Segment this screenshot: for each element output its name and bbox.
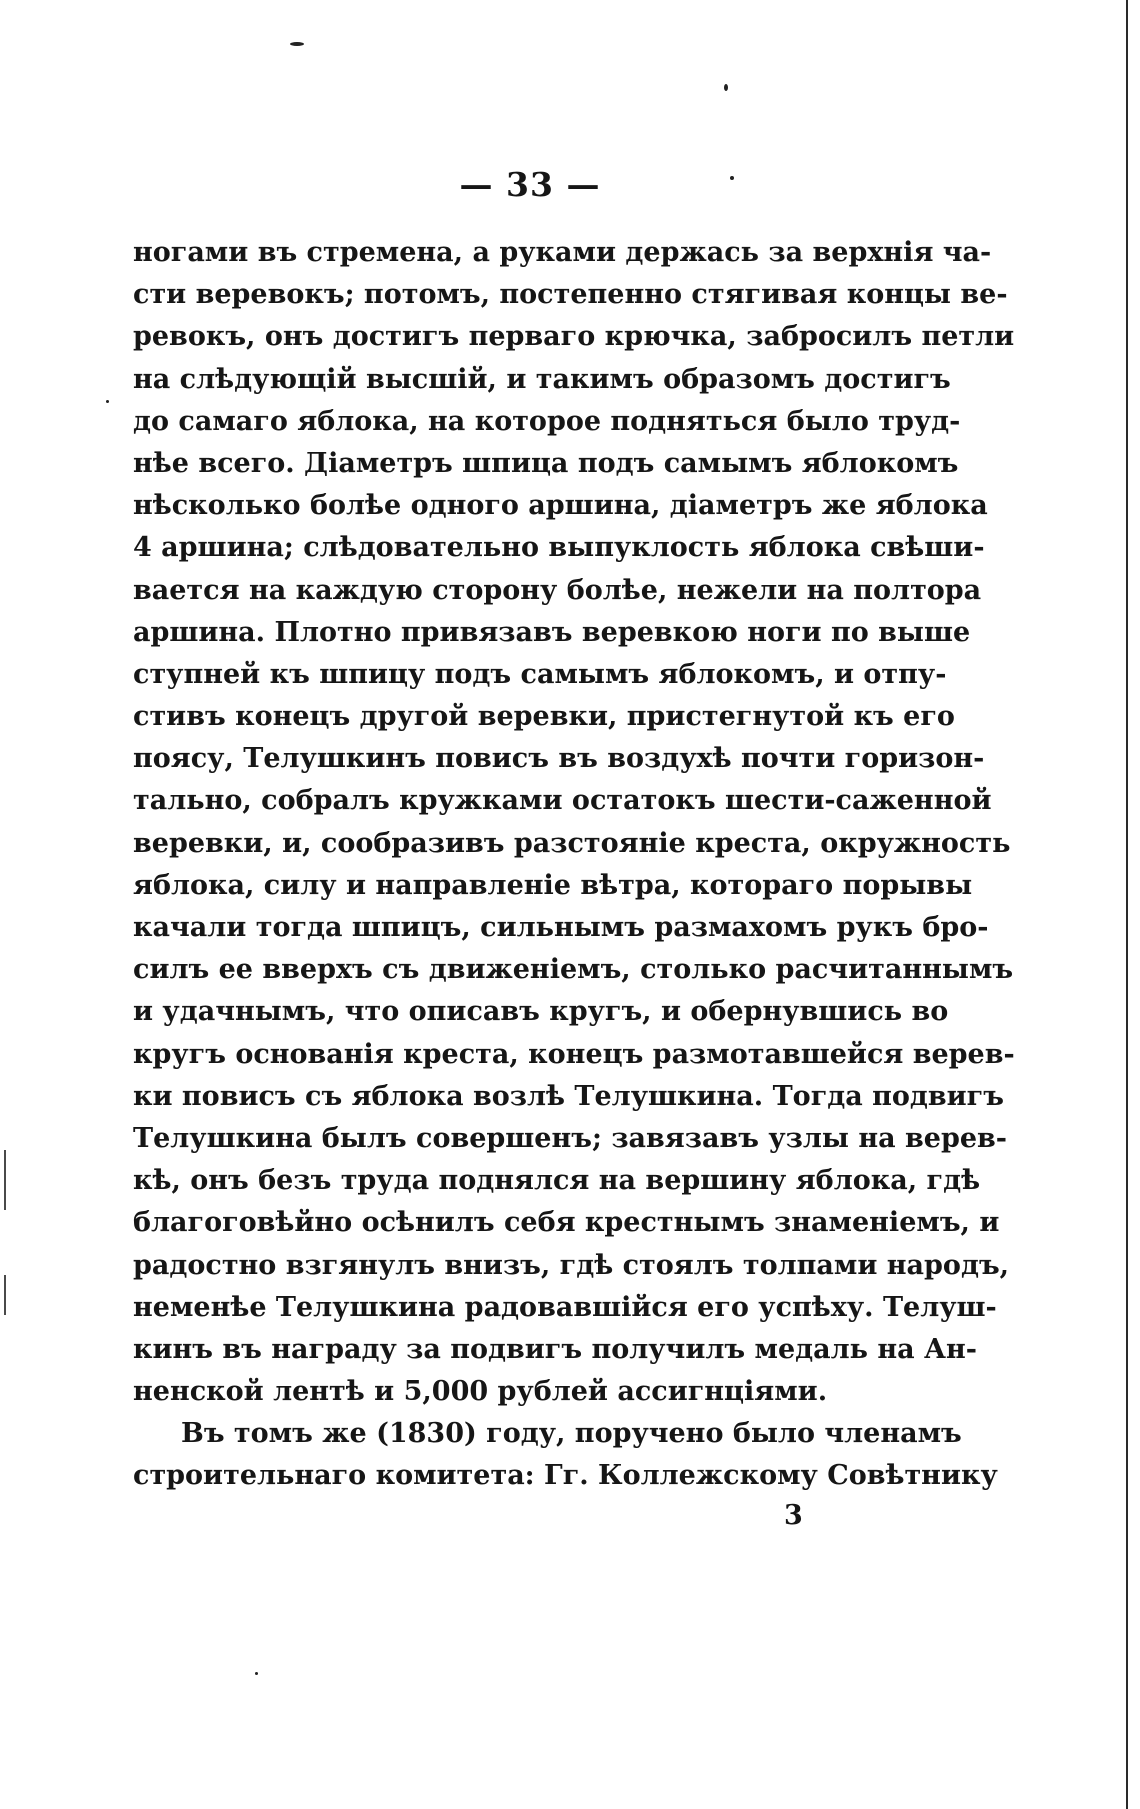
text-line: нѣсколько болѣе одного аршина, діаметръ же яблока: [133, 490, 988, 522]
text-line: стивъ конецъ другой веревки, пристегнутой къ его: [133, 701, 955, 733]
ink-speck: [106, 400, 109, 403]
text-line: аршина. Плотно привязавъ веревкою ноги по выше: [133, 616, 971, 648]
text-line: веревки, и, сообразивъ разстояніе креста, окружность: [133, 827, 1011, 859]
page-number: — 33 —: [459, 165, 601, 204]
text-line: кинъ въ награду за подвигъ получилъ медаль на Ан-: [133, 1333, 977, 1365]
text-line: 4 аршина; слѣдовательно выпуклость яблока свѣши-: [133, 532, 985, 564]
text-line: нѣе всего. Діаметръ шпица подъ самымъ яблокомъ: [133, 447, 959, 479]
paragraph: [133, 232, 1015, 1413]
left-margin-mark: [4, 1150, 6, 1210]
ink-speck: [255, 1672, 258, 1675]
left-margin-mark: [4, 1275, 6, 1315]
text-line: ненской лентѣ и 5,000 рублей ассигнціями.: [133, 1376, 828, 1408]
text-line: радостно взгянулъ внизъ, гдѣ стоялъ толпами народъ,: [133, 1249, 1010, 1281]
text-line: благоговѣйно осѣнилъ себя крестнымъ знаменіемъ, и: [133, 1207, 1000, 1239]
ink-speck: [724, 84, 728, 91]
text-line: ногами въ стремена, а руками держась за верхнія ча-: [133, 237, 992, 268]
text-line: силъ ее вверхъ съ движеніемъ, столько расчитаннымъ: [133, 954, 1014, 986]
text-line: на слѣдующій высшій, и такимъ образомъ достигъ: [133, 363, 951, 395]
text-line: сти веревокъ; потомъ, постепенно стягивая концы ве-: [133, 279, 1008, 311]
text-line: Въ томъ же (1830) году, поручено было членамъ: [181, 1418, 962, 1450]
ink-speck: [290, 42, 304, 46]
text-line: Телушкина былъ совершенъ; завязавъ узлы на верев-: [133, 1122, 1007, 1154]
text-line: яблока, силу и направленіе вѣтра, котораго порывы: [133, 869, 973, 901]
text-line: и удачнымъ, что описавъ кругъ, и обернувшись во: [133, 996, 949, 1028]
text-line: поясу, Телушкинъ повисъ въ воздухѣ почти горизон-: [133, 743, 985, 775]
text-line: до самаго яблока, на которое подняться было труд-: [133, 405, 961, 437]
text-line: строительнаго комитета: Гг. Коллежскому Совѣтнику: [133, 1460, 998, 1492]
paragraph: [133, 1413, 998, 1497]
text-line: неменѣе Телушкина радовавшійся его успѣху. Телуш-: [133, 1291, 997, 1323]
signature-mark: 3: [784, 1500, 803, 1531]
body-text: [133, 232, 1015, 1498]
text-line: ревокъ, онъ достигъ перваго крючка, забросилъ петли: [133, 321, 1015, 353]
text-line: ступней къ шпицу подъ самымъ яблокомъ, и отпу-: [133, 658, 947, 690]
text-line: вается на каждую сторону болѣе, нежели на полтора: [133, 574, 982, 606]
page-edge-line: [1126, 0, 1128, 1809]
text-line: тально, собралъ кружками остатокъ шести-саженной: [133, 785, 992, 817]
text-line: ки повисъ съ яблока возлѣ Телушкина. Тогда подвигъ: [133, 1080, 1004, 1112]
text-line: качали тогда шпицъ, сильнымъ размахомъ рукъ бро-: [133, 912, 989, 943]
text-line: кѣ, онъ безъ труда поднялся на вершину яблока, гдѣ: [133, 1165, 981, 1197]
text-line: кругъ основанія креста, конецъ размотавшейся верев-: [133, 1038, 1015, 1070]
